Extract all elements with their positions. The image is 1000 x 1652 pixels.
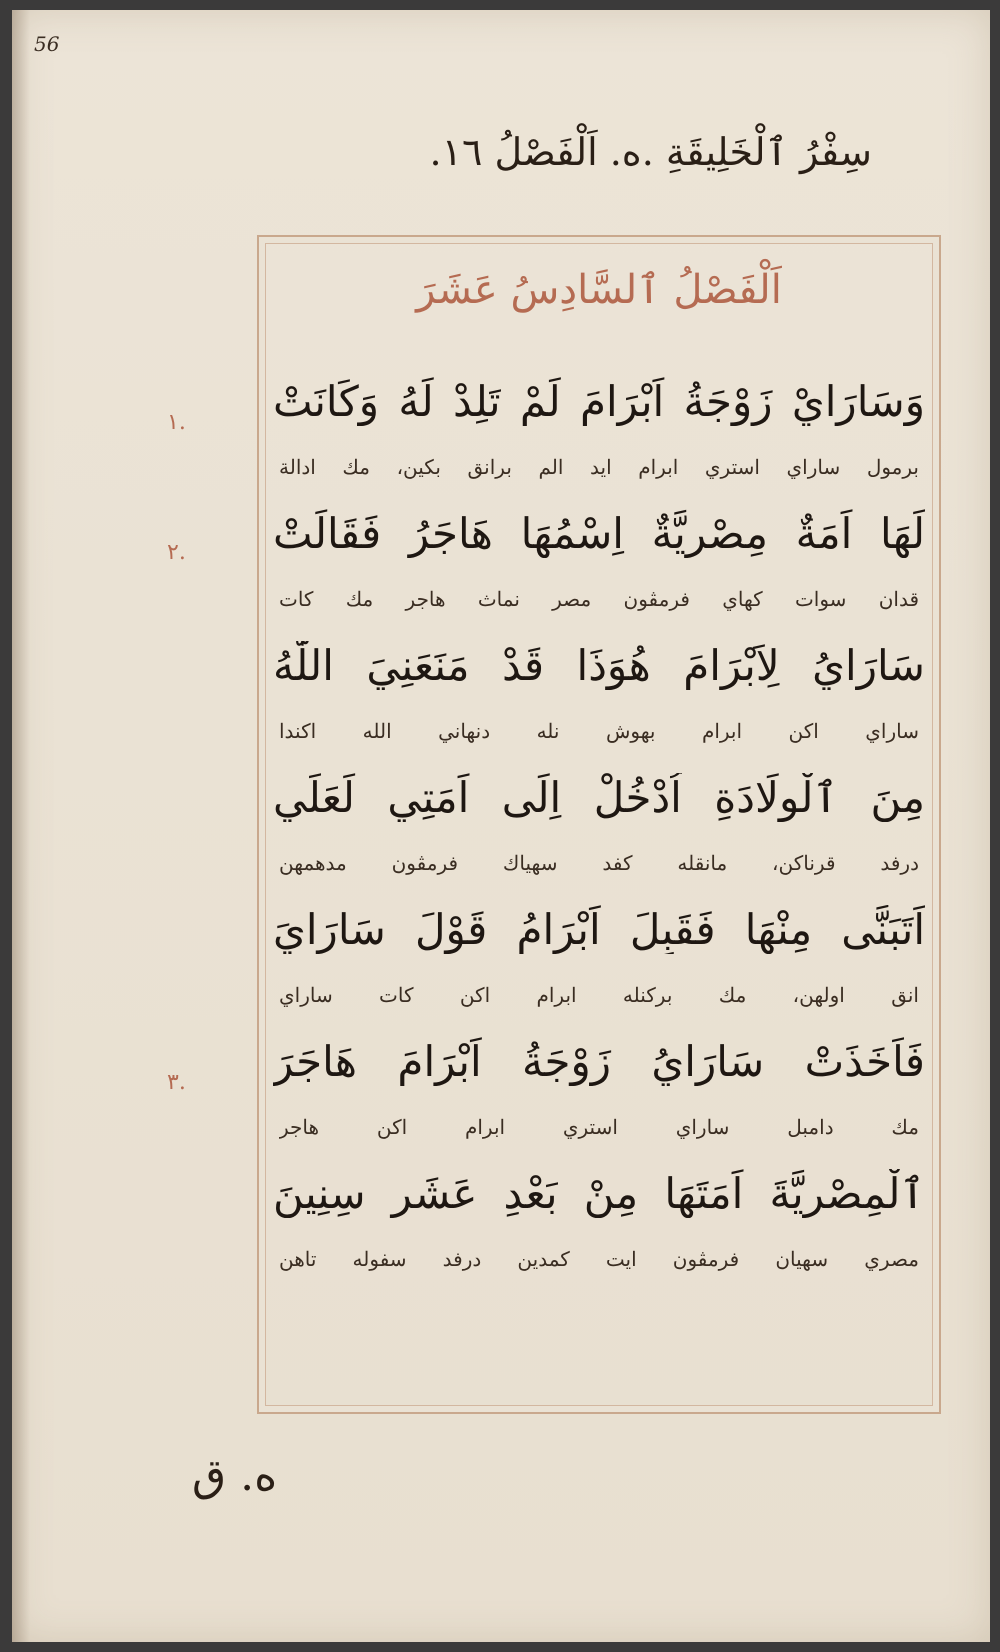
malay-gloss: ساراي اكن ابرام بهوش نله دنهاني الله اكندا [279,719,919,743]
arabic-line: مِنَ ٱلْوِلَادَةِ اُدْخُلْ اِلَى اَمَتِي لَعَلِّي [273,773,925,822]
malay-gloss: انق اولهن، مك بركنله ابرام اكن كات ساراي [279,983,919,1007]
text-line-3 [259,641,939,761]
running-header: سِفْرُ ٱلْخَلِيقَةِ .ه. اَلْفَصْلُ ١٦. [429,130,872,174]
verse-number-2: ٢. [167,540,186,565]
verse-number-1: ١. [167,410,186,435]
text-line-6 [259,1037,939,1157]
malay-gloss: قدان سوات كهاي فرمڤون مصر نماث هاجر مك كات [279,587,919,611]
text-line-1 [259,377,939,497]
malay-gloss: مك دامبل ساراي استري ابرام اكن هاجر [279,1115,919,1139]
malay-gloss: مصري سهيان فرمڤون ايت كمدين درفد سفوله تاهن [279,1247,919,1271]
page-gutter-shadow [12,10,30,1642]
text-line-7 [259,1169,939,1289]
chapter-title: اَلْفَصْلُ ٱلسَّادِسُ عَشَرَ [416,267,782,313]
folio-number: 56 [34,32,60,56]
arabic-line: سَارَايُ لِاَبْرَامَ هُوَذَا قَدْ مَنَعَنِيَ اللّٰهُ [273,641,925,690]
text-line-5 [259,905,939,1025]
text-frame [257,235,941,1414]
verse-number-3: ٣. [167,1070,186,1095]
arabic-line: فَاَخَذَتْ سَارَايُ زَوْجَةُ اَبْرَامَ هَاجَرَ [273,1037,925,1086]
malay-gloss: برمول ساراي استري ابرام ايد الم برانق بكين، مك ادالة [279,455,919,479]
arabic-line: وَسَارَايْ زَوْجَةُ اَبْرَامَ لَمْ تَلِدْ لَهُ وَكَانَتْ [273,377,925,426]
manuscript-page [12,10,990,1642]
malay-gloss: درفد قرناكن، مانقله كفد سهياك فرمڤون مدهمهن [279,851,919,875]
catchword-mark: ه. ق [192,1450,278,1501]
arabic-line: اَتَبَنَّى مِنْهَا فَقَبِلَ اَبْرَامُ قَوْلَ سَارَايَ [273,905,925,954]
arabic-line: ٱلْمِصْرِيَّةَ اَمَتَهَا مِنْ بَعْدِ عَشَرِ سِنِينَ [273,1169,925,1218]
text-line-2 [259,509,939,629]
text-line-4 [259,773,939,893]
arabic-line: لَهَا اَمَةٌ مِصْرِيَّةٌ اِسْمُهَا هَاجَرُ فَقَالَتْ [273,509,925,558]
